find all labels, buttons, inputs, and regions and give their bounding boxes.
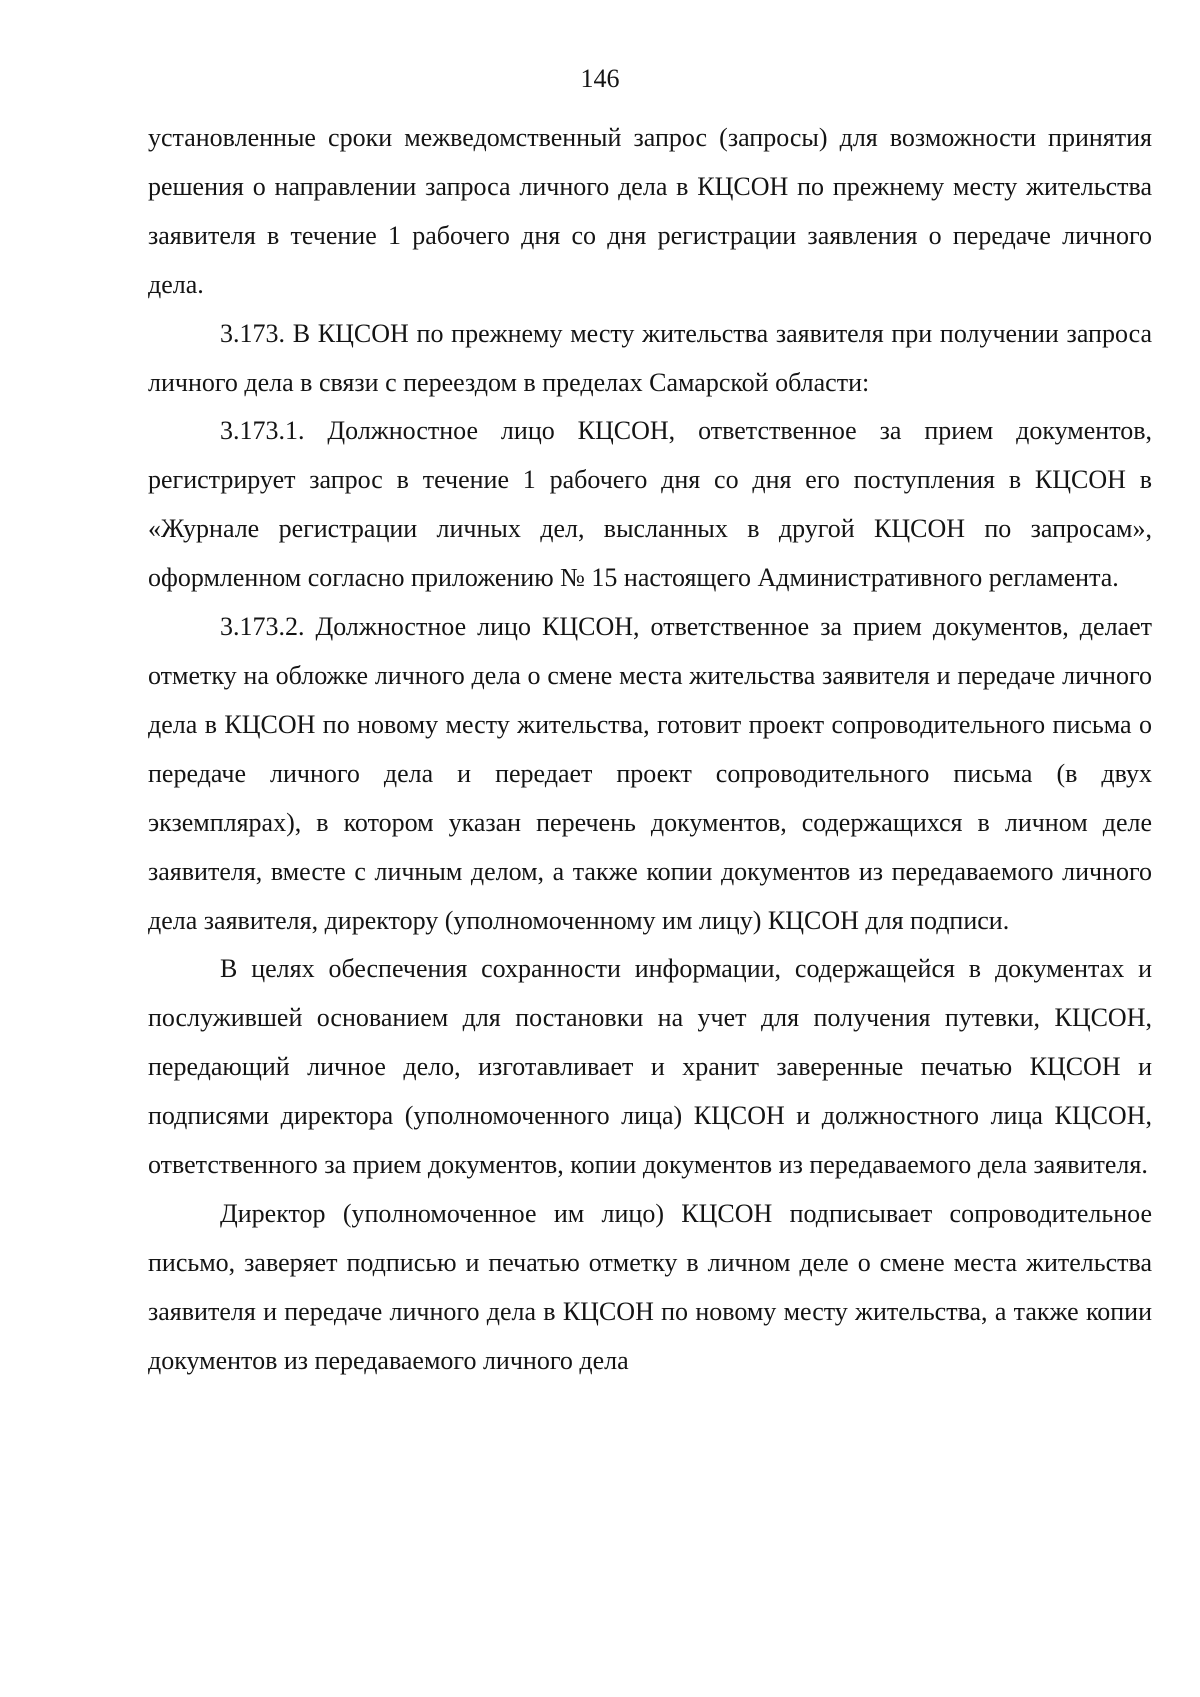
page-number: 146: [580, 64, 620, 93]
paragraph-document-preservation: В целях обеспечения сохранности информации, содержащейся в документах и послужившей основанием для постановки на учет для получения путевки, КЦСОН, передающий личное дело, изготавливает и хранит заверенные печатью КЦСОН и подписями директора (уполномоченного лица) КЦСОН и должностного лица КЦСОН, ответственного за прием документов, копии документов из передаваемого дела заявителя.: [148, 954, 1152, 1180]
paragraph-continuation: установленные сроки межведомственный запрос (запросы) для возможности принятия решения о направлении запроса личного дела в КЦСОН по прежнему месту жительства заявителя в течение 1 рабочего дня со дня регистрации заявления о передаче личного дела.: [148, 123, 1152, 299]
paragraph-3-173-2: 3.173.2. Должностное лицо КЦСОН, ответственное за прием документов, делает отметку на обложке личного дела о смене места жительства заявителя и передаче личного дела в КЦСОН по новому месту жительства, готовит проект сопроводительного письма о передаче личного дела и передает проект сопроводительного письма (в двух экземплярах), в котором указан перечень документов, содержащихся в личном деле заявителя, вместе с личным делом, а также копии документов из передаваемого личного дела заявителя, директору (уполномоченному им лицу) КЦСОН для подписи.: [148, 612, 1152, 935]
paragraph-3-173: 3.173. В КЦСОН по прежнему месту жительства заявителя при получении запроса личного дела в связи с переездом в пределах Самарской области:: [148, 318, 1152, 397]
paragraph-director-signature: Директор (уполномоченное им лицо) КЦСОН подписывает сопроводительное письмо, заверяет подписью и печатью отметку в личном деле о смене места жительства заявителя и передаче личного дела в КЦСОН по новому месту жительства, а также копии документов из передаваемого личного дела: [148, 1198, 1152, 1375]
paragraph-3-173-1: 3.173.1. Должностное лицо КЦСОН, ответственное за прием документов, регистрирует запрос в течение 1 рабочего дня со дня его поступления в КЦСОН в «Журнале регистрации личных дел, высланных в другой КЦСОН по запросам», оформленном согласно приложению № 15 настоящего Административного регламента.: [148, 416, 1152, 593]
document-body: [148, 114, 1152, 1386]
